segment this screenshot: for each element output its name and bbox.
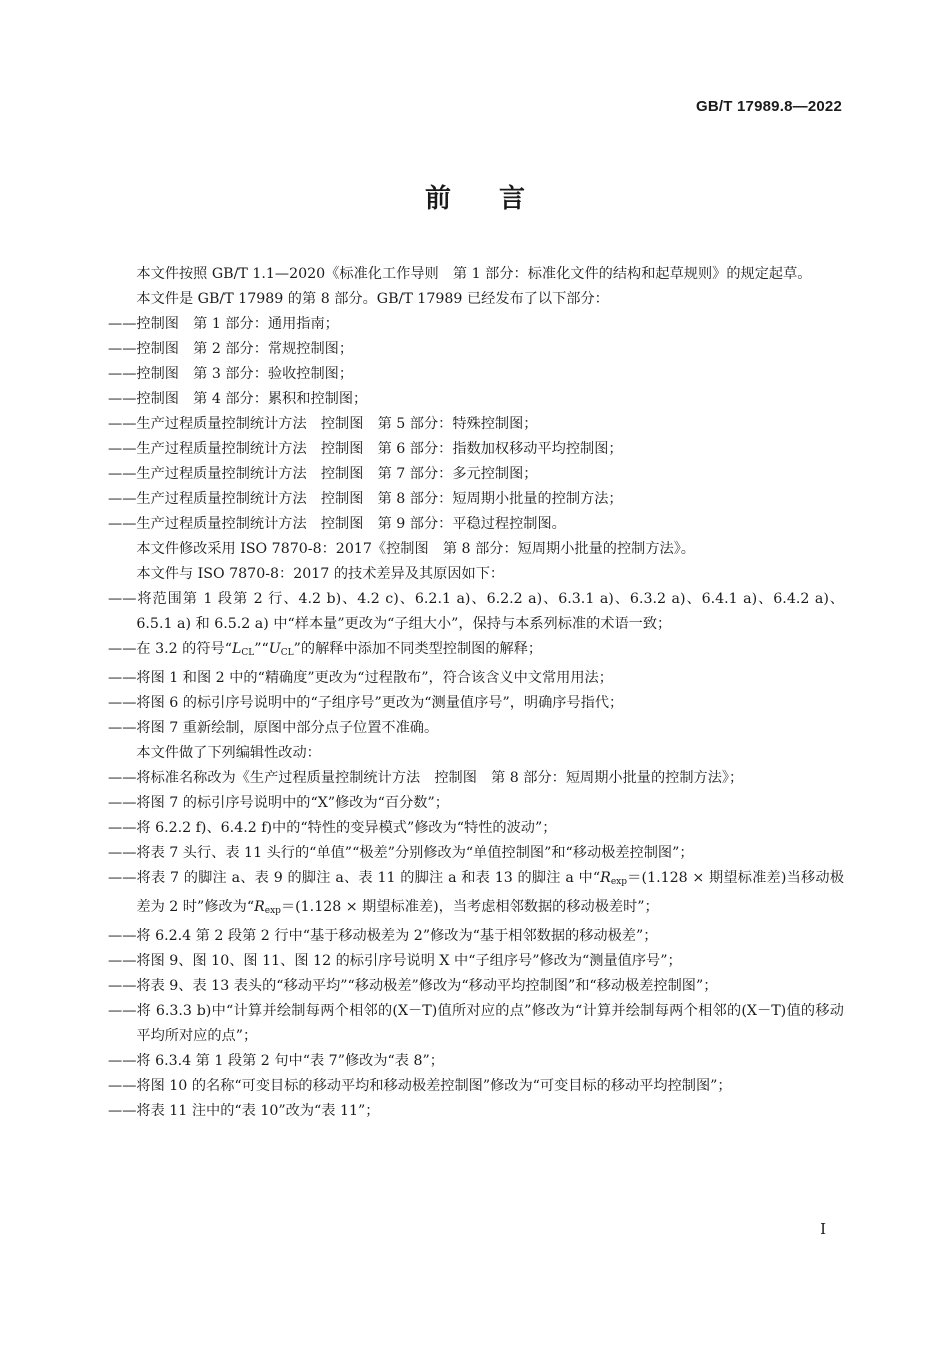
edit-change-item: ——将表 7 头行、表 11 头行的“单值”“极差”分别修改为“单值控制图”和“移动极差控制图”； (108, 845, 694, 861)
standard-code: GB/T 17989.8—2022 (696, 98, 842, 115)
edit-change-item: ——将 6.2.4 第 2 段第 2 行中“基于移动极差为 2”修改为“基于相邻数据的移动极差”； (108, 928, 658, 944)
list-item: ——生产过程质量控制统计方法 控制图 第 7 部分：多元控制图； (108, 466, 538, 482)
tech-diff-item: ——将范围第 1 段第 2 行、4.2 b)、4.2 c)、6.2.1 a)、6.2.2 a)、6.3.1 a)、6.3.2 a)、6.4.1 a)、6.4.2 a)、6.5.1 a) 和 6.5.2 a) 中“样本量”更改为“子组大小”，保持与本系列标准的术语一致； (108, 591, 844, 632)
symbol-r: R (254, 899, 265, 915)
paragraph-edit-intro: 本文件做了下列编辑性改动： (136, 745, 321, 761)
paragraph-adoption: 本文件修改采用 ISO 7870-8：2017《控制图 第 8 部分：短周期小批量的控制方法》。 (136, 541, 695, 557)
edit-change-item: ——将图 7 的标引序号说明中的“X”修改为“百分数”； (108, 795, 449, 811)
tech-diff-item (108, 637, 844, 666)
list-item: ——生产过程质量控制统计方法 控制图 第 8 部分：短周期小批量的控制方法； (108, 491, 623, 507)
list-item: ——生产过程质量控制统计方法 控制图 第 6 部分：指数加权移动平均控制图； (108, 441, 623, 457)
edit-change-item: ——将 6.3.3 b)中“计算并绘制每两个相邻的(X－T)值所对应的点”修改为“计算并绘制每两个相邻的(X－T)值的移动平均所对应的点”； (108, 1003, 844, 1044)
list-item: ——控制图 第 3 部分：验收控制图； (108, 366, 354, 382)
list-item: ——控制图 第 1 部分：通用指南； (108, 316, 339, 332)
subscript: exp (264, 906, 281, 916)
edit-change-item: ——将图 10 的名称“可变目标的移动平均和移动极差控制图”修改为“可变目标的移动平均控制图”； (108, 1078, 732, 1094)
paragraph-tech-diff-intro: 本文件与 ISO 7870-8：2017 的技术差异及其原因如下： (136, 566, 505, 582)
symbol-r: R (600, 870, 611, 886)
subscript: CL (241, 648, 255, 658)
page-number: I (820, 1220, 826, 1238)
paragraph-part-intro: 本文件是 GB/T 17989 的第 8 部分。GB/T 17989 已经发布了以下部分： (136, 291, 609, 307)
edit-change-item: ——将 6.2.2 f)、6.4.2 f)中的“特性的变异模式”修改为“特性的波动”； (108, 820, 557, 836)
edit-change-item: ——将标准名称改为《生产过程质量控制统计方法 控制图 第 8 部分：短周期小批量的控制方法》； (108, 770, 744, 786)
paragraph-drafting-rules: 本文件按照 GB/T 1.1—2020《标准化工作导则 第 1 部分：标准化文件的结构和起草规则》的规定起草。 (136, 266, 812, 282)
text-fragment: ＝(1.128 × 期望标准差)当移动极差为 2 时”修改为“ (136, 870, 844, 915)
list-item: ——控制图 第 2 部分：常规控制图； (108, 341, 354, 357)
symbol-l: L (231, 641, 242, 657)
tech-diff-item: ——将图 7 重新绘制，原图中部分点子位置不准确。 (108, 720, 439, 736)
list-item: ——控制图 第 4 部分：累积和控制图； (108, 391, 368, 407)
text-fragment: ——在 3.2 的符号“ (108, 641, 232, 657)
text-fragment: ”“ (254, 641, 269, 657)
edit-change-item: ——将表 11 注中的“表 10”改为“表 11”； (108, 1103, 380, 1119)
subscript: CL (280, 648, 294, 658)
page-title: 前言 (424, 184, 573, 214)
list-item: ——生产过程质量控制统计方法 控制图 第 9 部分：平稳过程控制图。 (108, 516, 566, 532)
edit-change-item (108, 866, 844, 924)
document-body (108, 262, 844, 1124)
tech-diff-item: ——将图 1 和图 2 中的“精确度”更改为“过程散布”，符合该含义中文常用用法； (108, 670, 613, 686)
tech-diff-item: ——将图 6 的标引序号说明中的“子组序号”更改为“测量值序号”，明确序号指代； (108, 695, 624, 711)
symbol-u: U (268, 641, 281, 657)
edit-change-item: ——将表 9、表 13 表头的“移动平均”“移动极差”修改为“移动平均控制图”和“移动极差控制图”； (108, 978, 718, 994)
edit-change-item: ——将 6.3.4 第 1 段第 2 句中“表 7”修改为“表 8”； (108, 1053, 444, 1069)
text-fragment: ＝(1.128 × 期望标准差)，当考虑相邻数据的移动极差时”； (280, 899, 659, 915)
list-item: ——生产过程质量控制统计方法 控制图 第 5 部分：特殊控制图； (108, 416, 538, 432)
edit-change-item: ——将图 9、图 10、图 11、图 12 的标引序号说明 X 中“子组序号”修改为“测量值序号”； (108, 953, 682, 969)
text-fragment: ”的解释中添加不同类型控制图的解释； (293, 641, 543, 657)
subscript: exp (610, 877, 627, 887)
text-fragment: ——将表 7 的脚注 a、表 9 的脚注 a、表 11 的脚注 a 和表 13 的脚注 a 中“ (108, 870, 601, 886)
